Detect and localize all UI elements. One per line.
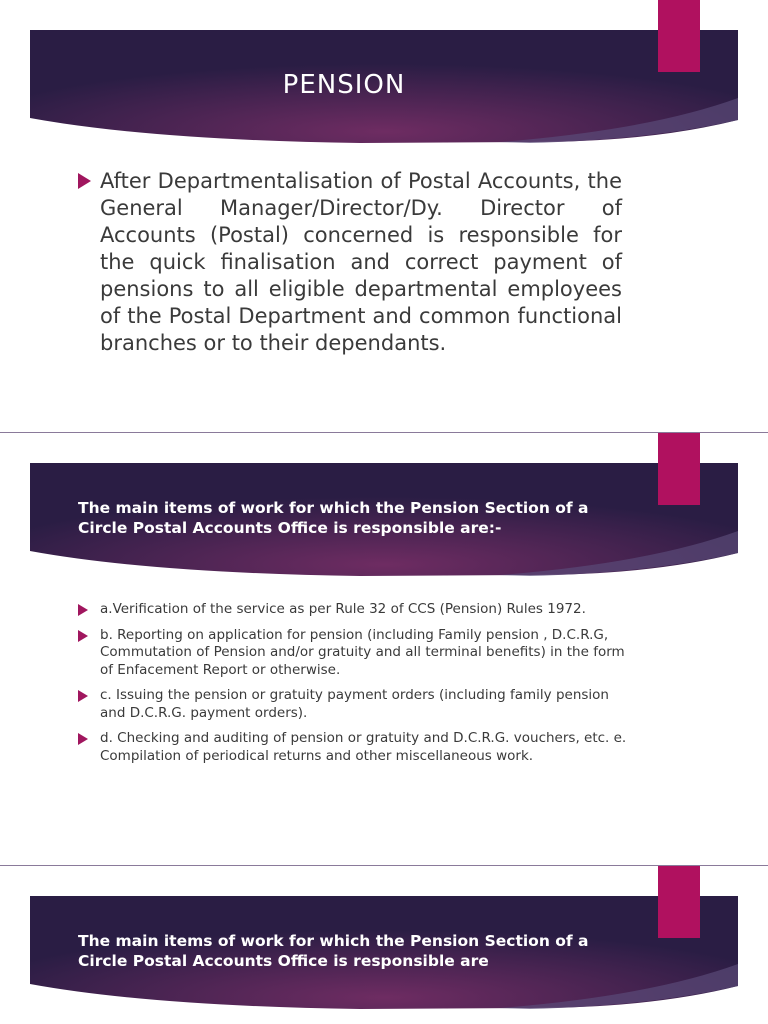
accent-tab [658,433,700,505]
slide-title: The main items of work for which the Pension Section of a Circle Postal Accounts Office is responsible are [78,932,589,970]
triangle-bullet-icon [78,630,88,642]
slide-title: PENSION [282,70,406,100]
triangle-bullet-icon [78,604,88,616]
slide-1 [0,0,768,432]
list-item: a.Verification of the service as per Rule 32 of CCS (Pension) Rules 1972. [78,601,630,619]
slide-2 [0,433,768,865]
triangle-bullet-icon [78,690,88,702]
list-item: c. Issuing the pension or gratuity payment orders (including family pension and D.C.R.G. payment orders). [78,687,630,722]
slide-3 [0,866,768,1024]
triangle-bullet-icon [78,173,91,189]
accent-tab [658,0,700,72]
list-item: After Departmentalisation of Postal Accounts, the General Manager/Director/Dy. Director of Accounts (Postal) concerned is responsible for the quick finalisation and correct payment of pensions to all eligible departmental employees of the Postal Department and common functional branches or to their dependants. [78,168,622,357]
bullet-list [78,601,630,773]
slide-title: The main items of work for which the Pension Section of a Circle Postal Accounts Office is responsible are:- [78,499,589,537]
accent-tab [658,866,700,938]
list-item: b. Reporting on application for pension (including Family pension , D.C.R.G, Commutation of Pension and/or gratuity and all terminal benefits) in the form of Enfacement Report or otherwise. [78,627,630,680]
bullet-list [78,168,622,357]
triangle-bullet-icon [78,733,88,745]
list-item: d. Checking and auditing of pension or gratuity and D.C.R.G. vouchers, etc. e. Compilation of periodical returns and other miscellaneous work. [78,730,630,765]
